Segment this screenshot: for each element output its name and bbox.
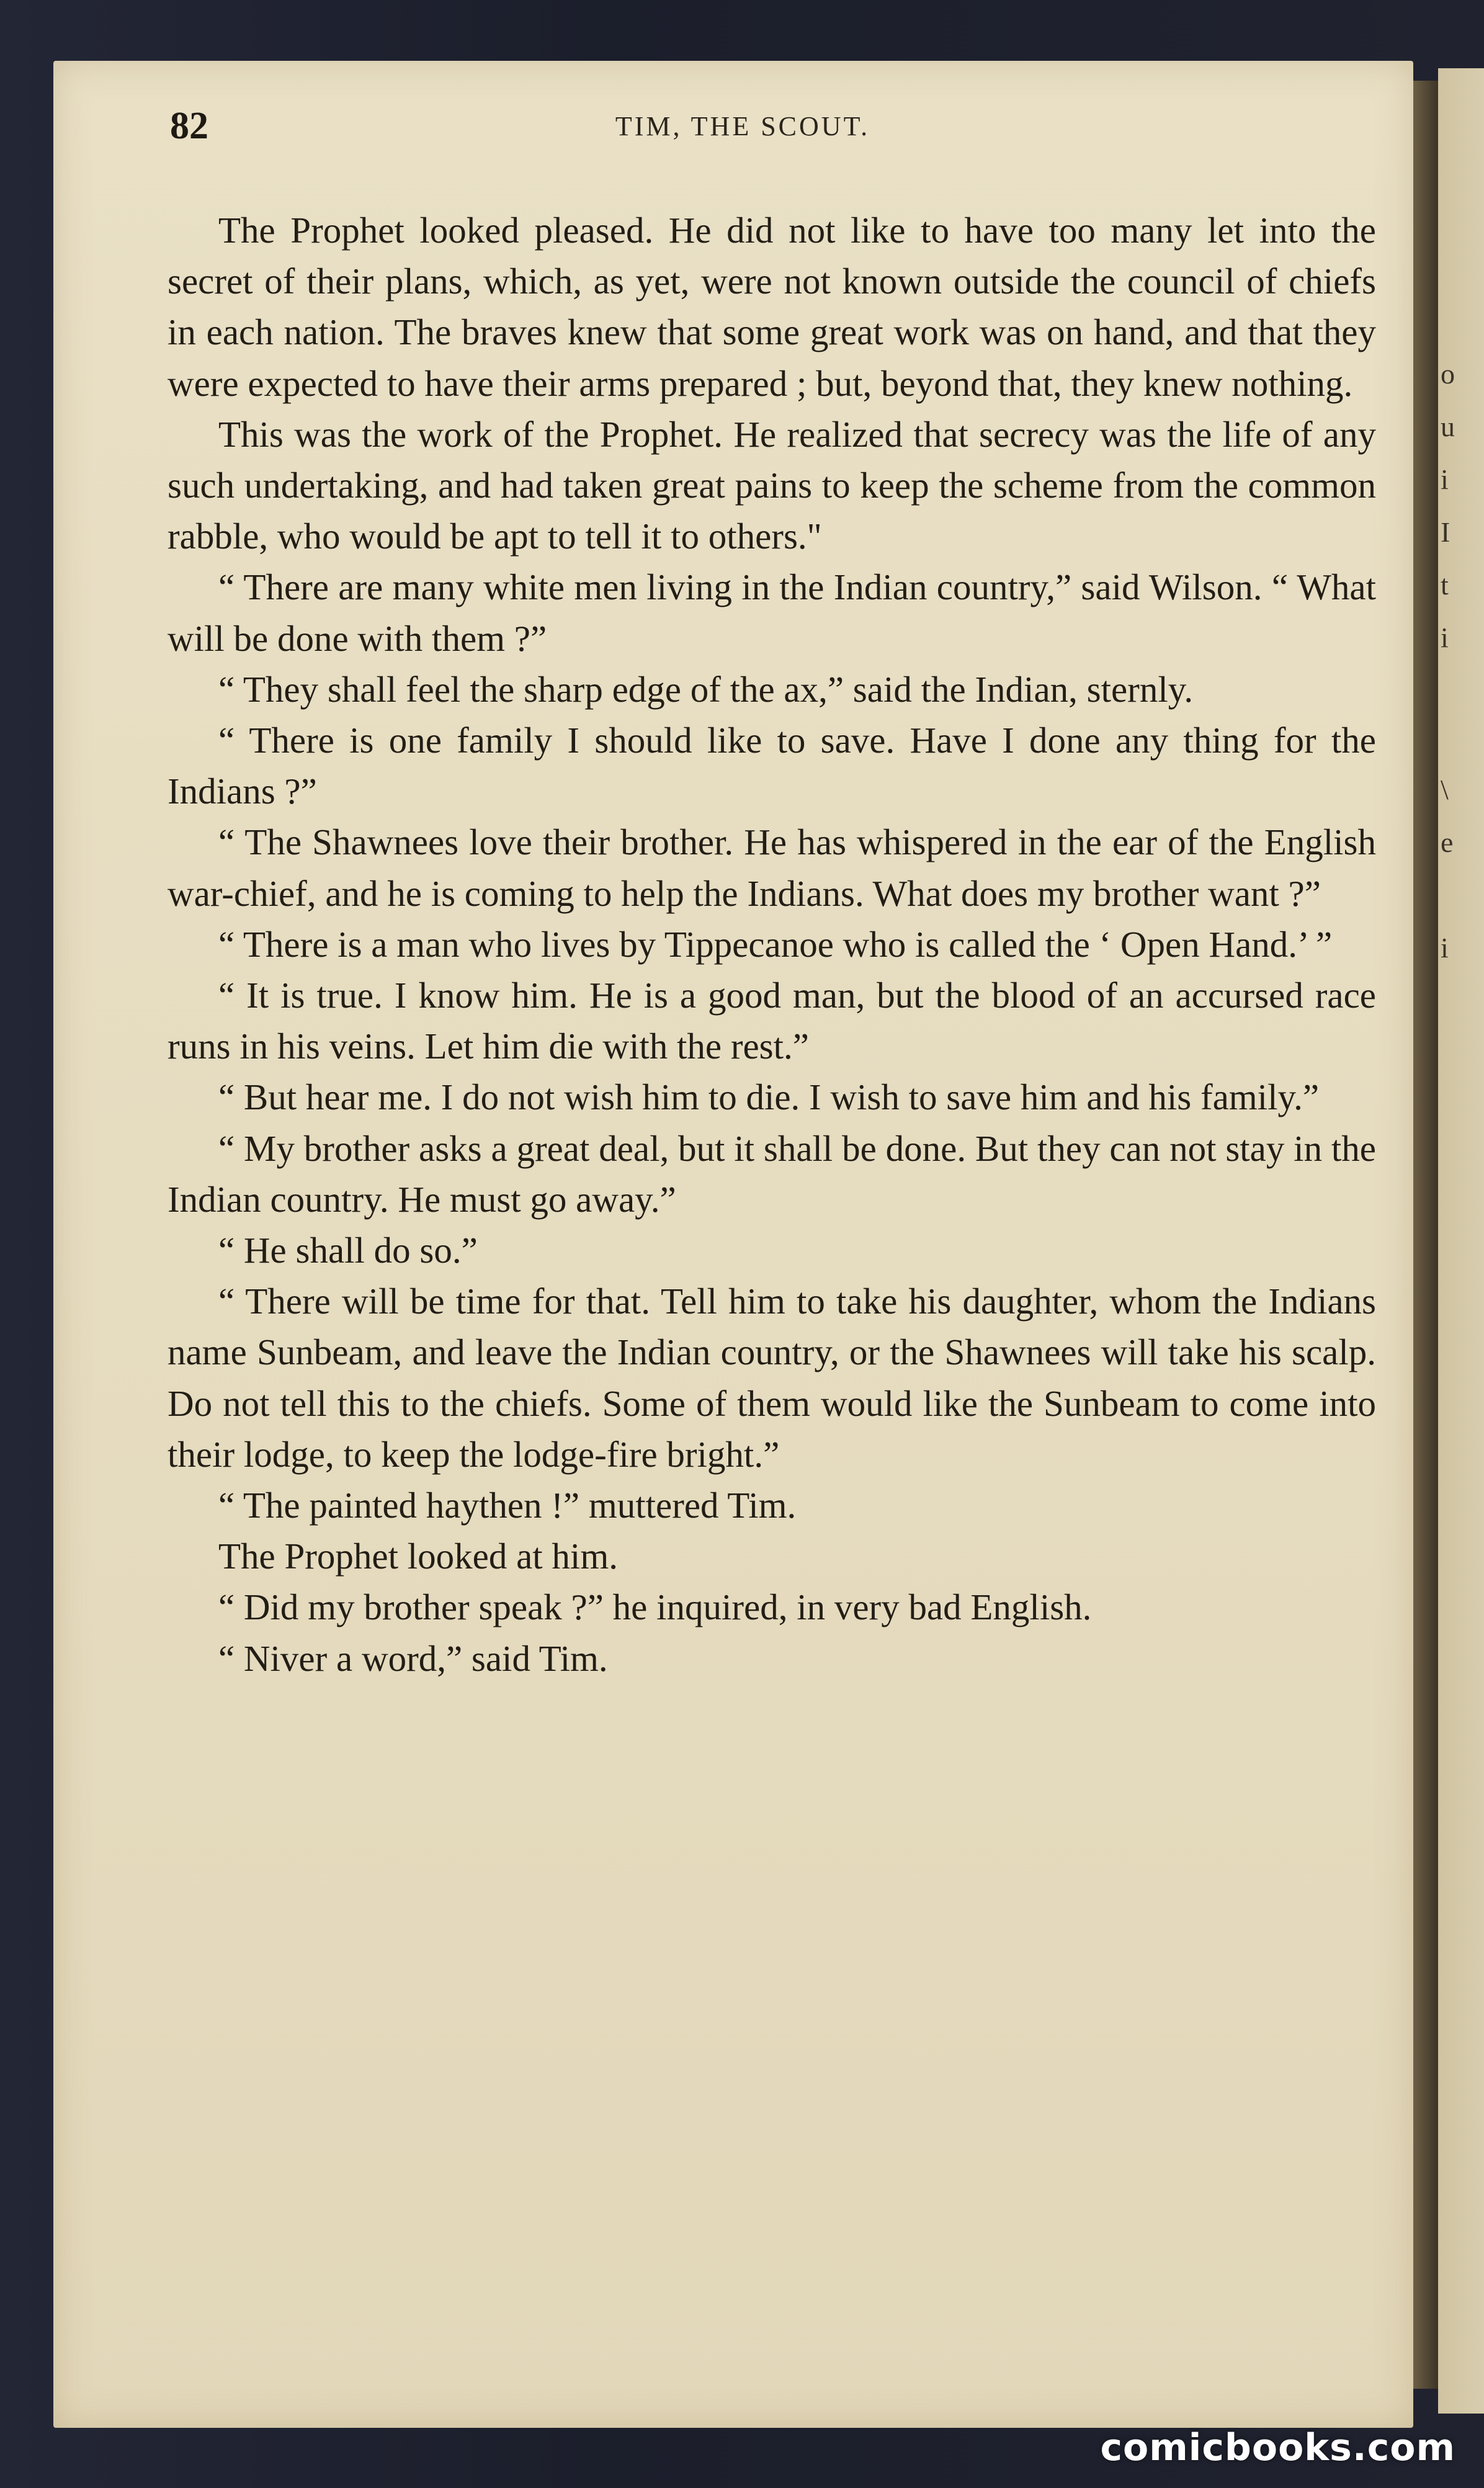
watermark: comicbooks.com [1100, 2426, 1455, 2469]
page-header [110, 99, 1375, 149]
adjacent-page-fragment: o [1441, 358, 1455, 390]
paragraph: “ Niver a word,” said Tim. [218, 1637, 608, 1679]
running-title: TIM, THE SCOUT. [615, 111, 870, 141]
paragraph: “ There will be time for that. Tell him to take his daughter, whom the Indians name Sunbeam, and leave the Indian country, or the Shawnees will take his scalp. Do not tell this to the chiefs. Some of them would like the Sunbeam to come into their lodge, to keep the lodge-fire bright.” [168, 1281, 1376, 1475]
paragraph: “ There is one family I should like to save. Have I done any thing for the Indians ?” [168, 720, 1376, 812]
adjacent-page-fragment: i [1441, 932, 1449, 964]
adjacent-page-edge [1438, 68, 1484, 2414]
adjacent-page-fragment: \ [1441, 774, 1449, 805]
paragraph: “ There is a man who lives by Tippecanoe who is called the ‘ Open Hand.’ ” [218, 923, 1333, 965]
paragraph: “ He shall do so.” [218, 1230, 478, 1271]
paragraph: “ The Shawnees love their brother. He has whispered in the ear of the English war-chief, and he is coming to help the Indians. What does my brother want ?” [168, 821, 1376, 914]
paragraph: “ Did my brother speak ?” he inquired, in very bad English. [218, 1586, 1092, 1628]
paragraph: “ They shall feel the sharp edge of the ax,” said the Indian, sternly. [218, 668, 1194, 710]
adjacent-page-fragment: u [1441, 411, 1455, 442]
paragraph: This was the work of the Prophet. He realized that secrecy was the life of any such undertaking, and had taken great pains to keep the scheme from the common rabble, who would be apt to tell it to others." [168, 413, 1376, 557]
paragraph: The Prophet looked at him. [218, 1536, 618, 1577]
page-body [168, 205, 1376, 1684]
adjacent-page-fragment: I [1441, 516, 1450, 548]
adjacent-page-fragment: t [1441, 569, 1449, 601]
paragraph: “ There are many white men living in the Indian country,” said Wilson. “ What will be done with them ?” [168, 566, 1376, 659]
page-number: 82 [170, 105, 208, 147]
paragraph: “ The painted haythen !” muttered Tim. [218, 1485, 797, 1526]
paragraph: “ But hear me. I do not wish him to die. I wish to save him and his family.” [218, 1076, 1320, 1118]
adjacent-page-fragment: e [1441, 826, 1454, 858]
adjacent-page-fragment: i [1441, 622, 1449, 653]
page-gutter-shadow [1413, 81, 1438, 2389]
paragraph: “ It is true. I know him. He is a good man, but the blood of an accursed race runs in his veins. Let him die with the rest.” [168, 975, 1376, 1067]
adjacent-page-fragment: i [1441, 463, 1449, 495]
paragraph: “ My brother asks a great deal, but it shall be done. But they can not stay in the Indian country. He must go away.” [168, 1127, 1376, 1220]
paragraph: The Prophet looked pleased. He did not like to have too many let into the secret of their plans, which, as yet, were not known outside the council of chiefs in each nation. The braves knew that some great work was on hand, and that they were expected to have their arms prepared ; but, beyond that, they knew nothing. [168, 210, 1376, 404]
